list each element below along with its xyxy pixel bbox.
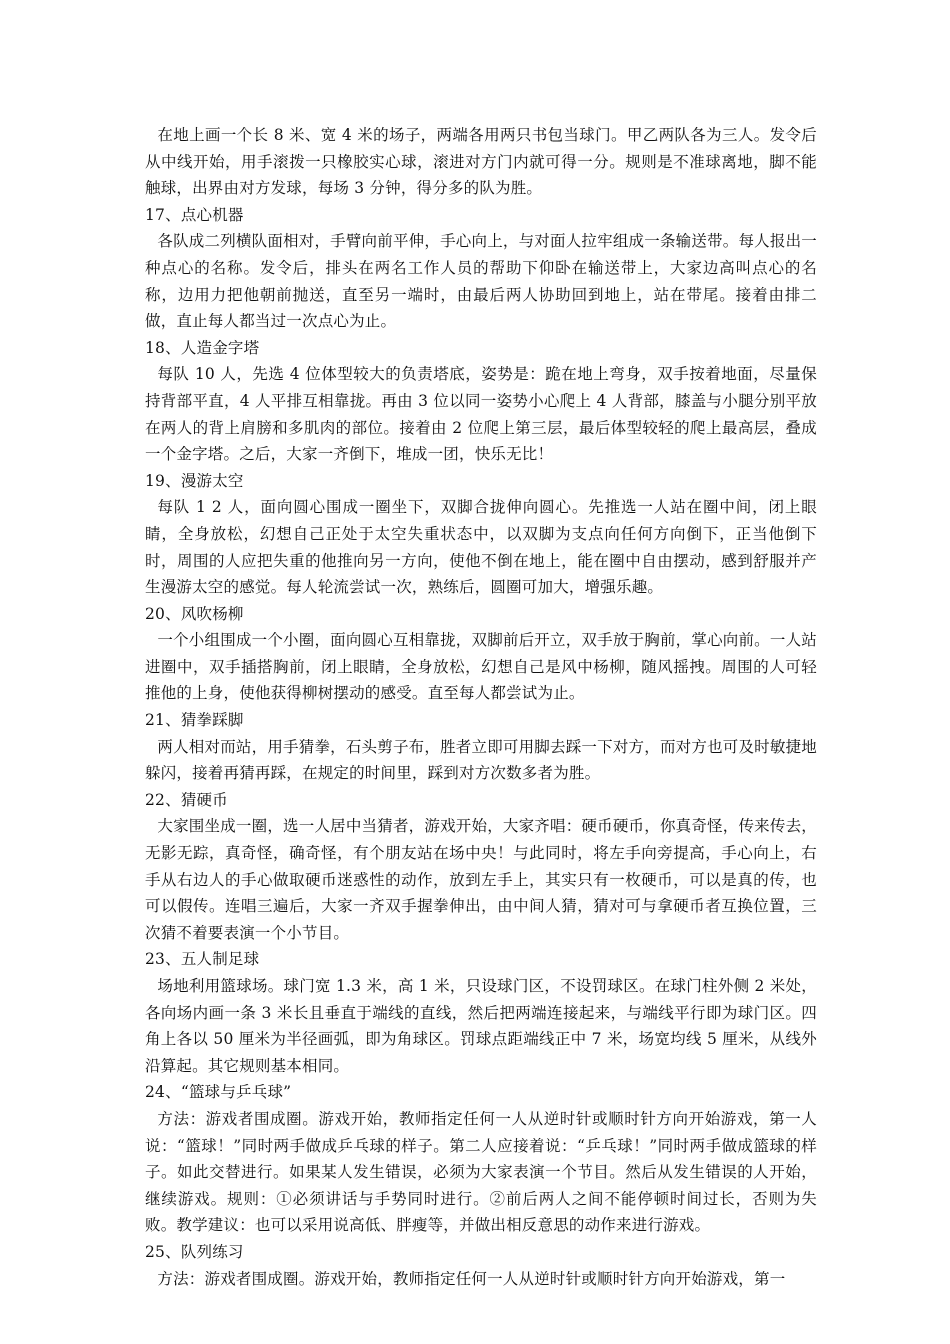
section-heading: 22、猜硬币 xyxy=(145,790,228,809)
section-heading: 23、五人制足球 xyxy=(145,950,260,969)
section-heading: 17、点心机器 xyxy=(145,205,244,224)
paragraph: 方法：游戏者围成圈。游戏开始，教师指定任何一人从逆时针或顺时针方向开始游戏，第一人说：“篮球！”同时两手做成乒乓球的样子。第二人应接着说：“乒乓球！”同时两手做成篮球的样子。如此交替进行。如果某人发生错误，必须为大家表演一个节目。然后从发生错误的人开始，继续游戏。规则：①必须讲话与手势同时进行。②前后两人之间不能停顿时间过长，否则为失败。教学建议：也可以采用说高低、胖瘦等，并做出相反意思的动作来进行游戏。 xyxy=(145,1109,817,1235)
paragraph: 一个小组围成一个小圈，面向圆心互相靠拢，双脚前后开立，双手放于胸前，掌心向前。一人站进圈中，双手插搭胸前，闭上眼睛，全身放松，幻想自己是风中杨柳，随风摇拽。周围的人可轻推他的上身，使他获得柳树摆动的感受。直至每人都尝试为止。 xyxy=(145,631,817,703)
section-heading: 21、猜拳踩脚 xyxy=(145,711,244,730)
paragraph: 方法：游戏者围成圈。游戏开始，教师指定任何一人从逆时针或顺时针方向开始游戏，第一 xyxy=(157,1269,786,1288)
section-heading: 24、“篮球与乒乓球” xyxy=(145,1083,292,1102)
paragraph: 在地上画一个长 8 米、宽 4 米的场子，两端各用两只书包当球门。甲乙两队各为三人。发令后从中线开始，用手滚拨一只橡胶实心球，滚进对方门内就可得一分。规则是不准球离地，脚不能触球，出界由对方发球，每场 3 分钟，得分多的队为胜。 xyxy=(145,126,817,198)
paragraph: 大家围坐成一圈，选一人居中当猜者，游戏开始，大家齐唱：硬币硬币，你真奇怪，传来传去，无影无踪，真奇怪，确奇怪，有个朋友站在场中央！与此同时，将左手向旁提高，手心向上，右手从右边人的手心做取硬币迷惑性的动作，放到左手上，其实只有一枚硬币，可以是真的传，也可以假传。连唱三遍后，大家一齐双手握拳伸出，由中间人猜，猜对可与拿硬币者互换位置，三次猜不着要表演一个小节目。 xyxy=(145,817,817,942)
paragraph: 每队 10 人，先选 4 位体型较大的负责塔底，姿势是：跪在地上弯身，双手按着地面，尽量保持背部平直，4 人平排互相靠拢。再由 3 位以同一姿势小心爬上 4 人背部，膝盖与小腿分别平放在两人的背上肩膀和多肌肉的部位。接着由 2 位爬上第三层，最后体型较轻的爬上最高层，叠成一个金字塔。之后，大家一齐倒下，堆成一团，快乐无比！ xyxy=(145,365,817,464)
section-heading: 20、风吹杨柳 xyxy=(145,604,244,623)
paragraph: 各队成二列横队面相对，手臂向前平伸，手心向上，与对面人拉牢组成一条输送带。每人报出一种点心的名称。发令后，排头在两名工作人员的帮助下仰卧在输送带上，大家边高叫点心的名称，边用力把他朝前抛送，直至另一端时，由最后两人协助回到地上，站在带尾。接着由排二做，直止每人都当过一次点心为止。 xyxy=(145,232,817,331)
document-body xyxy=(145,122,817,1292)
section-heading: 19、漫游太空 xyxy=(145,471,244,490)
paragraph: 场地利用篮球场。球门宽 1.3 米，高 1 米，只设球门区，不设罚球区。在球门柱外侧 2 米处，各向场内画一条 3 米长且垂直于端线的直线，然后把两端连接起来，与端线平行即为球门区。四角上各以 50 厘米为半径画弧，即为角球区。罚球点距端线正中 7 米，场宽均线 5 厘米，从线外沿算起。其它规则基本相同。 xyxy=(145,977,817,1075)
paragraph: 每队 1 2 人，面向圆心围成一圈坐下，双脚合拢伸向圆心。先推选一人站在圈中间，闭上眼睛，全身放松，幻想自己正处于太空失重状态中，以双脚为支点向任何方向倒下，正当他倒下时，周围的人应把失重的他推向另一方向，使他不倒在地上，能在圈中自由摆动，感到舒服并产生漫游太空的感觉。每人轮流尝试一次，熟练后，圆圈可加大，增强乐趣。 xyxy=(145,498,817,597)
section-heading: 18、人造金字塔 xyxy=(145,338,260,357)
section-heading: 25、队列练习 xyxy=(145,1242,244,1261)
paragraph: 两人相对而站，用手猜拳，石头剪子布，胜者立即可用脚去踩一下对方，而对方也可及时敏捷地躲闪，接着再猜再踩，在规定的时间里，踩到对方次数多者为胜。 xyxy=(145,737,817,783)
